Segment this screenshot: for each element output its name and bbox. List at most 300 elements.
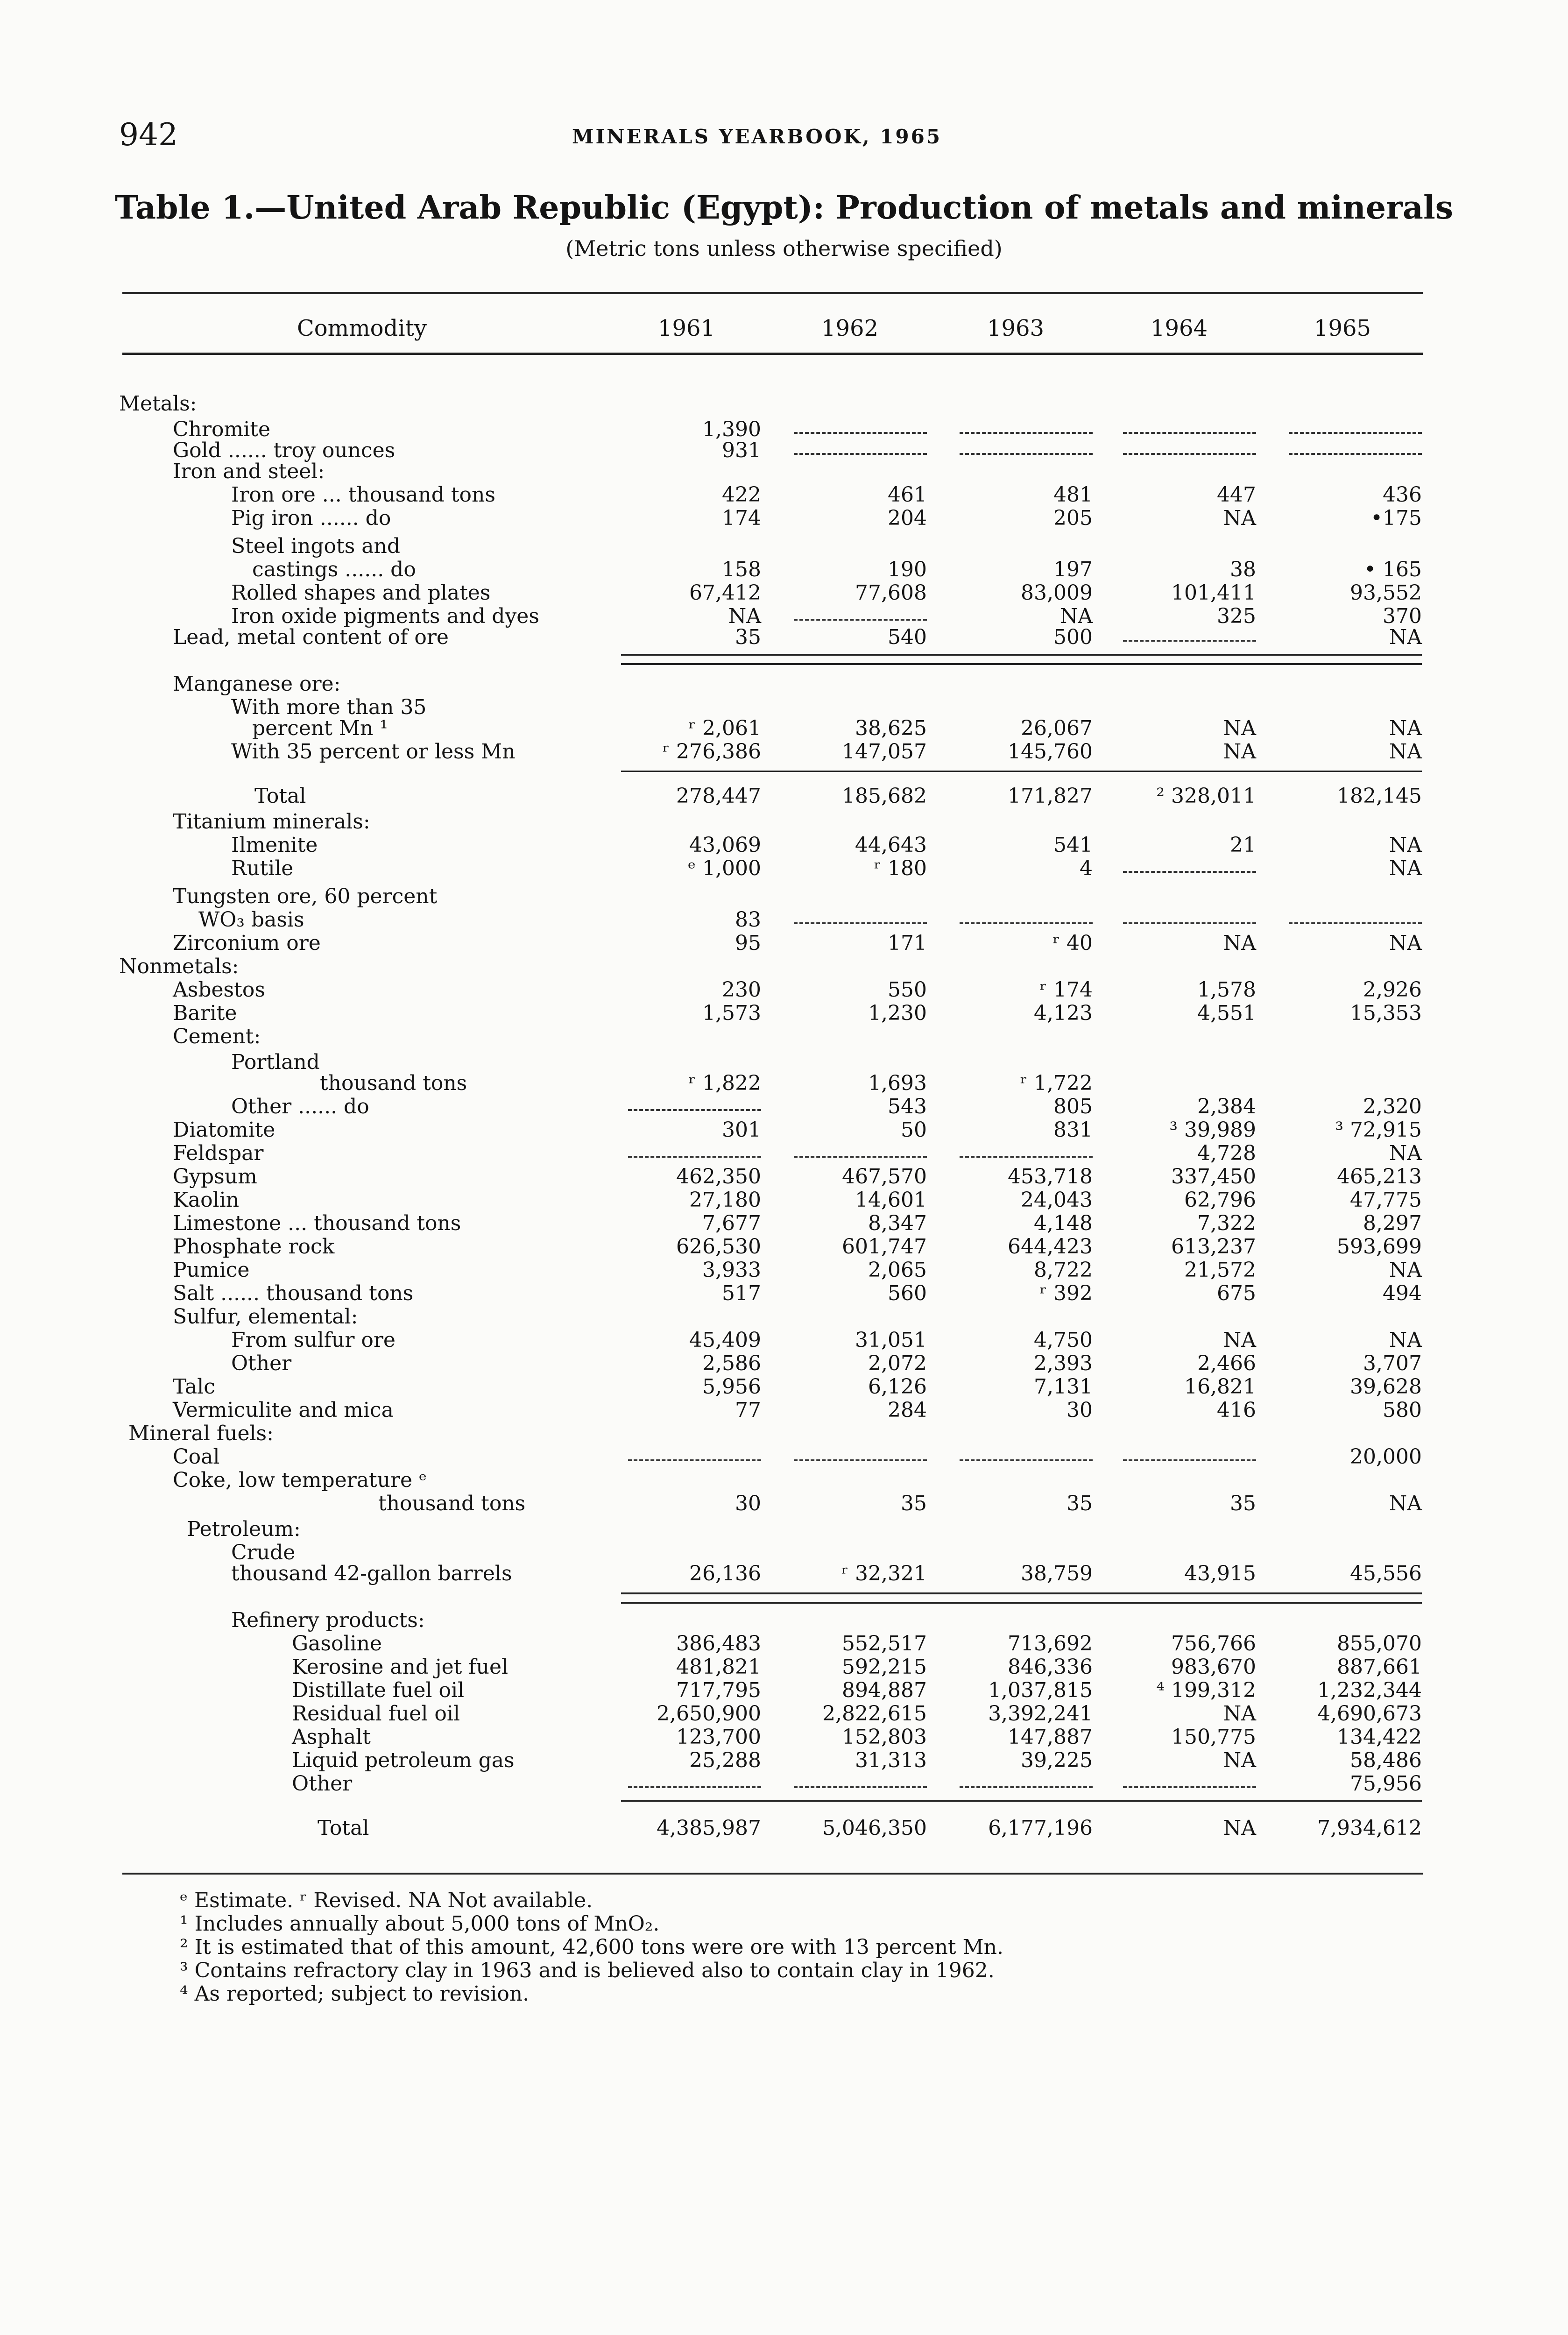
value-1963: 541 [1053,833,1093,857]
column-header-1962: 1962 [821,315,879,341]
table-row [0,1422,1568,1445]
table-row [0,1726,1568,1749]
commodity-label: Sulfur, elemental: [173,1305,358,1329]
value-1964: 756,766 [1171,1632,1256,1656]
value-1965: NA [1389,625,1422,649]
table-row [0,717,1568,740]
value-1964: 4,728 [1197,1141,1256,1165]
value-1965: • 165 [1364,558,1422,581]
value-1963: ʳ 392 [1039,1281,1093,1305]
value-1962: 14,601 [855,1188,927,1212]
value-1964: NA [1223,931,1256,955]
value-1963: 30 [1067,1398,1093,1422]
value-1961: 386,483 [676,1632,761,1656]
value-1965: 15,353 [1350,1001,1422,1025]
value-1963: NA [1059,604,1093,628]
value-1965: NA [1389,931,1422,955]
value-1961: 717,795 [676,1678,761,1702]
value-1965: ³ 72,915 [1335,1118,1422,1142]
empty-cell-dash [960,1786,1093,1788]
value-1963: 6,177,196 [988,1816,1093,1840]
table-row [0,1051,1568,1074]
value-1961: 1,573 [702,1001,761,1025]
commodity-label: Pig iron ...... do [231,506,391,530]
footnote: ² It is estimated that of this amount, 42,600 tons were ore with 13 percent Mn. [180,1935,1003,1959]
table-row [0,1469,1568,1492]
value-1965: 1,232,344 [1317,1678,1422,1702]
value-1964: 4,551 [1197,1001,1256,1025]
commodity-label: Rolled shapes and plates [231,581,491,605]
commodity-label: Kerosine and jet fuel [292,1655,509,1679]
table-row [0,908,1568,932]
value-1961: 95 [735,931,761,955]
value-1963: 644,423 [1008,1235,1093,1259]
value-1964: ² 328,011 [1156,784,1256,808]
table-row [0,1679,1568,1702]
value-1961: 123,700 [676,1725,761,1749]
column-header-1964: 1964 [1150,315,1208,341]
table-row [0,535,1568,558]
value-1961: NA [728,604,761,628]
column-header-1963: 1963 [987,315,1045,341]
table-row [0,857,1568,880]
commodity-label: Steel ingots and [231,534,401,558]
table-row [0,810,1568,834]
running-head: MINERALS YEARBOOK, 1965 [572,125,942,148]
commodity-label: Petroleum: [187,1517,301,1541]
value-1962: 77,608 [855,581,927,605]
bottom-rule [122,1873,1423,1875]
value-1963: 26,067 [1021,716,1093,740]
value-1963: 2,393 [1034,1351,1093,1375]
table-row [0,1189,1568,1212]
commodity-label: Kaolin [173,1188,240,1212]
commodity-label: WO₃ basis [198,908,304,932]
commodity-label: castings ...... do [252,558,416,581]
value-1965: 3,707 [1363,1351,1422,1375]
value-1962: 8,347 [868,1211,927,1235]
value-1963: 1,037,815 [988,1678,1093,1702]
commodity-label: Pumice [173,1258,250,1282]
table-row [0,1165,1568,1189]
value-1963: 24,043 [1021,1188,1093,1212]
value-1962: ʳ 32,321 [841,1562,927,1585]
empty-cell-dash [960,453,1093,455]
value-1965: 370 [1383,604,1422,628]
total-rule [621,771,1422,772]
commodity-label: Liquid petroleum gas [292,1748,515,1772]
commodity-label: Iron oxide pigments and dyes [231,604,539,628]
commodity-label: Titanium minerals: [173,810,370,834]
value-1964: 337,450 [1171,1165,1256,1189]
value-1964: 675 [1217,1281,1256,1305]
value-1964: NA [1223,1328,1256,1352]
commodity-label: Ilmenite [231,833,318,857]
value-1961: 5,956 [702,1375,761,1399]
table-row [0,1142,1568,1165]
commodity-label: Salt ...... thousand tons [173,1281,414,1305]
value-1961: 2,650,900 [657,1702,761,1726]
value-1964: NA [1223,1816,1256,1840]
empty-cell-dash [1289,922,1422,924]
commodity-label: Manganese ore: [173,672,341,696]
commodity-label: Portland [231,1050,320,1074]
value-1964: 16,821 [1184,1375,1256,1399]
value-1963: 453,718 [1008,1165,1093,1189]
table-row [0,605,1568,628]
value-1963: ʳ 174 [1039,978,1093,1002]
value-1961: 27,180 [689,1188,761,1212]
value-1964: 2,384 [1197,1095,1256,1118]
value-1963: 4 [1080,856,1093,880]
commodity-label: Gypsum [173,1165,257,1189]
table-row [0,1072,1568,1095]
value-1961: 1,390 [702,417,761,441]
empty-cell-dash [794,453,927,455]
table-row [0,740,1568,764]
value-1963: 4,750 [1034,1328,1093,1352]
commodity-label: Cement: [173,1025,261,1048]
commodity-label: thousand tons [378,1492,526,1515]
value-1962: 592,215 [842,1655,927,1679]
empty-cell-dash [1123,1459,1256,1461]
value-1962: 550 [888,978,927,1002]
value-1963: 197 [1053,558,1093,581]
commodity-label: Gold ...... troy ounces [173,439,396,462]
footnote: ᵉ Estimate. ʳ Revised. NA Not available. [180,1889,593,1912]
value-1965: NA [1389,1328,1422,1352]
double-rule [621,654,1422,656]
value-1965: 20,000 [1350,1445,1422,1469]
value-1964: 325 [1217,604,1256,628]
empty-cell-dash [628,1109,761,1111]
value-1962: 601,747 [842,1235,927,1259]
commodity-label: Total [254,784,306,808]
value-1962: 6,126 [868,1375,927,1399]
value-1964: 613,237 [1171,1235,1256,1259]
value-1964: 447 [1217,483,1256,507]
value-1965: 182,145 [1337,784,1422,808]
value-1965: NA [1389,1141,1422,1165]
column-header-1961: 1961 [657,315,715,341]
value-1962: 284 [888,1398,927,1422]
value-1961: 301 [722,1118,761,1142]
value-1962: 152,803 [842,1725,927,1749]
value-1964: 1,578 [1197,978,1256,1002]
empty-cell-dash [1123,640,1256,642]
value-1965: 494 [1383,1281,1422,1305]
empty-cell-dash [794,922,927,924]
value-1963: ʳ 40 [1052,931,1093,955]
commodity-label: thousand tons [320,1071,467,1095]
value-1965: NA [1389,716,1422,740]
value-1965: 58,486 [1350,1748,1422,1772]
table-row [0,1025,1568,1048]
table-row [0,672,1568,696]
commodity-label: Vermiculite and mica [173,1398,394,1422]
value-1964: 21 [1230,833,1256,857]
table-row [0,785,1568,808]
empty-cell-dash [628,1459,761,1461]
table-row [0,1609,1568,1632]
commodity-label: Diatomite [173,1118,275,1142]
table-row [0,955,1568,978]
value-1961: 462,350 [676,1165,761,1189]
value-1964: 38 [1230,558,1256,581]
page-number: 942 [119,117,178,153]
commodity-label: Gasoline [292,1632,382,1656]
value-1961: 83 [735,908,761,932]
value-1962: 540 [888,625,927,649]
commodity-label: With 35 percent or less Mn [231,740,516,764]
commodity-label: Feldspar [173,1141,264,1165]
value-1963: 145,760 [1008,740,1093,764]
value-1965: NA [1389,856,1422,880]
value-1961: 4,385,987 [657,1816,761,1840]
value-1964: 7,322 [1197,1211,1256,1235]
empty-cell-dash [960,1459,1093,1461]
value-1964: NA [1223,740,1256,764]
value-1961: 174 [722,506,761,530]
value-1965: 855,070 [1337,1632,1422,1656]
double-rule [621,1592,1422,1594]
value-1961: 481,821 [676,1655,761,1679]
total-rule [621,1800,1422,1802]
table-row [0,1518,1568,1541]
commodity-label: Metals: [119,392,197,416]
value-1965: 465,213 [1337,1165,1422,1189]
value-1963: 83,009 [1021,581,1093,605]
value-1962: 35 [901,1492,927,1515]
table-row [0,439,1568,462]
value-1962: 44,643 [855,833,927,857]
value-1964: 62,796 [1184,1188,1256,1212]
commodity-label: Iron ore ... thousand tons [231,483,495,507]
value-1963: 38,759 [1021,1562,1093,1585]
value-1963: ʳ 1,722 [1020,1071,1093,1095]
table-row [0,1352,1568,1375]
value-1961: 517 [722,1281,761,1305]
value-1963: 3,392,241 [988,1702,1093,1726]
empty-cell-dash [794,1156,927,1158]
value-1961: ᵉ 1,000 [688,856,761,880]
table-row [0,1399,1568,1422]
value-1961: 67,412 [689,581,761,605]
empty-cell-dash [1123,922,1256,924]
value-1962: 1,693 [868,1071,927,1095]
commodity-label: Barite [173,1001,237,1025]
footnote: ¹ Includes annually about 5,000 tons of MnO₂. [180,1912,660,1936]
empty-cell-dash [1123,1786,1256,1788]
value-1962: 204 [888,506,927,530]
value-1961: 25,288 [689,1748,761,1772]
empty-cell-dash [1123,432,1256,434]
value-1964: 101,411 [1171,581,1256,605]
value-1965: 887,661 [1337,1655,1422,1679]
table-row [0,581,1568,605]
value-1963: 805 [1053,1095,1093,1118]
empty-cell-dash [960,1156,1093,1158]
commodity-label: With more than 35 [231,695,427,719]
value-1962: 38,625 [855,716,927,740]
top-rule [122,292,1423,294]
value-1961: 931 [722,439,761,462]
commodity-label: From sulfur ore [231,1328,396,1352]
commodity-label: Total [318,1816,369,1840]
value-1962: 543 [888,1095,927,1118]
commodity-label: Distillate fuel oil [292,1678,465,1702]
value-1963: 205 [1053,506,1093,530]
value-1962: 467,570 [842,1165,927,1189]
value-1961: 278,447 [676,784,761,808]
value-1964: 416 [1217,1398,1256,1422]
value-1964: 983,670 [1171,1655,1256,1679]
empty-cell-dash [794,1786,927,1788]
value-1965: 45,556 [1350,1562,1422,1585]
empty-cell-dash [1123,871,1256,873]
table-row [0,1118,1568,1142]
value-1964: 21,572 [1184,1258,1256,1282]
value-1962: 147,057 [842,740,927,764]
value-1962: 2,072 [868,1351,927,1375]
value-1964: ⁴ 199,312 [1156,1678,1256,1702]
commodity-label: Refinery products: [231,1608,425,1632]
table-row [0,558,1568,581]
value-1963: 7,131 [1034,1375,1093,1399]
table-row [0,834,1568,857]
value-1965: 4,690,673 [1317,1702,1422,1726]
table-row [0,1095,1568,1118]
commodity-label: Coal [173,1445,220,1469]
value-1964: 2,466 [1197,1351,1256,1375]
empty-cell-dash [1289,432,1422,434]
commodity-label: Iron and steel: [173,460,325,483]
value-1963: 171,827 [1008,784,1093,808]
column-header-commodity: Commodity [297,315,427,341]
table-row [0,460,1568,483]
value-1964: 35 [1230,1492,1256,1515]
value-1963: 831 [1053,1118,1093,1142]
value-1962: 31,051 [855,1328,927,1352]
footnote: ⁴ As reported; subject to revision. [180,1982,530,2006]
value-1965: 593,699 [1337,1235,1422,1259]
value-1964: NA [1223,506,1256,530]
value-1964: NA [1223,1748,1256,1772]
value-1961: 43,069 [689,833,761,857]
value-1963: 39,225 [1021,1748,1093,1772]
footnote: ³ Contains refractory clay in 1963 and is believed also to contain clay in 1962. [180,1959,995,1982]
table-row [0,392,1568,416]
value-1963: 4,148 [1034,1211,1093,1235]
value-1962: 31,313 [855,1748,927,1772]
value-1961: 35 [735,625,761,649]
table-row [0,932,1568,955]
value-1962: 894,887 [842,1678,927,1702]
value-1963: 713,692 [1008,1632,1093,1656]
commodity-label: Asbestos [173,978,265,1002]
value-1965: 580 [1383,1398,1422,1422]
value-1965: NA [1389,1258,1422,1282]
value-1965: 2,926 [1363,978,1422,1002]
double-rule [621,663,1422,665]
table-row [0,978,1568,1002]
table-row [0,1562,1568,1585]
commodity-label: Crude [231,1541,296,1564]
empty-cell-dash [960,922,1093,924]
table-row [0,885,1568,908]
value-1965: 7,934,612 [1317,1816,1422,1840]
value-1961: ʳ 2,061 [688,716,761,740]
value-1961: 158 [722,558,761,581]
table-row [0,1749,1568,1772]
empty-cell-dash [794,1459,927,1461]
commodity-label: Other [231,1351,292,1375]
table-row [0,626,1568,649]
commodity-label: Phosphate rock [173,1235,335,1259]
value-1964: ³ 39,989 [1169,1118,1256,1142]
header-rule [122,353,1423,355]
value-1965: 2,320 [1363,1095,1422,1118]
table-row [0,1772,1568,1796]
value-1964: 150,775 [1171,1725,1256,1749]
value-1965: 134,422 [1337,1725,1422,1749]
commodity-label: Mineral fuels: [128,1422,274,1445]
table-row [0,1492,1568,1515]
value-1965: 93,552 [1350,581,1422,605]
table-row [0,1212,1568,1235]
table-subtitle: (Metric tons unless otherwise specified) [565,236,1003,261]
table-row [0,507,1568,530]
empty-cell-dash [628,1156,761,1158]
value-1965: NA [1389,740,1422,764]
commodity-label: Lead, metal content of ore [173,625,449,649]
value-1963: 147,887 [1008,1725,1093,1749]
value-1961: 45,409 [689,1328,761,1352]
commodity-label: Tungsten ore, 60 percent [173,884,438,908]
commodity-label: Asphalt [292,1725,371,1749]
value-1962: 552,517 [842,1632,927,1656]
value-1964: 43,915 [1184,1562,1256,1585]
empty-cell-dash [794,619,927,621]
commodity-label: Chromite [173,417,271,441]
commodity-label: Limestone ... thousand tons [173,1211,461,1235]
value-1961: 77 [735,1398,761,1422]
value-1962: 1,230 [868,1001,927,1025]
table-row [0,1656,1568,1679]
empty-cell-dash [1123,453,1256,455]
value-1962: 185,682 [842,784,927,808]
table-row [0,1305,1568,1329]
value-1963: 481 [1053,483,1093,507]
value-1961: 422 [722,483,761,507]
table-row [0,1002,1568,1025]
value-1962: 461 [888,483,927,507]
empty-cell-dash [1289,453,1422,455]
table-row [0,1702,1568,1726]
value-1962: ʳ 180 [874,856,927,880]
value-1963: 500 [1053,625,1093,649]
value-1963: 35 [1067,1492,1093,1515]
value-1961: ʳ 276,386 [662,740,761,764]
table-row [0,1259,1568,1282]
value-1962: 5,046,350 [822,1816,927,1840]
value-1965: 8,297 [1363,1211,1422,1235]
table-row [0,696,1568,719]
commodity-label: Zirconium ore [173,931,321,955]
value-1961: 626,530 [676,1235,761,1259]
value-1962: 50 [901,1118,927,1142]
table-row [0,483,1568,507]
